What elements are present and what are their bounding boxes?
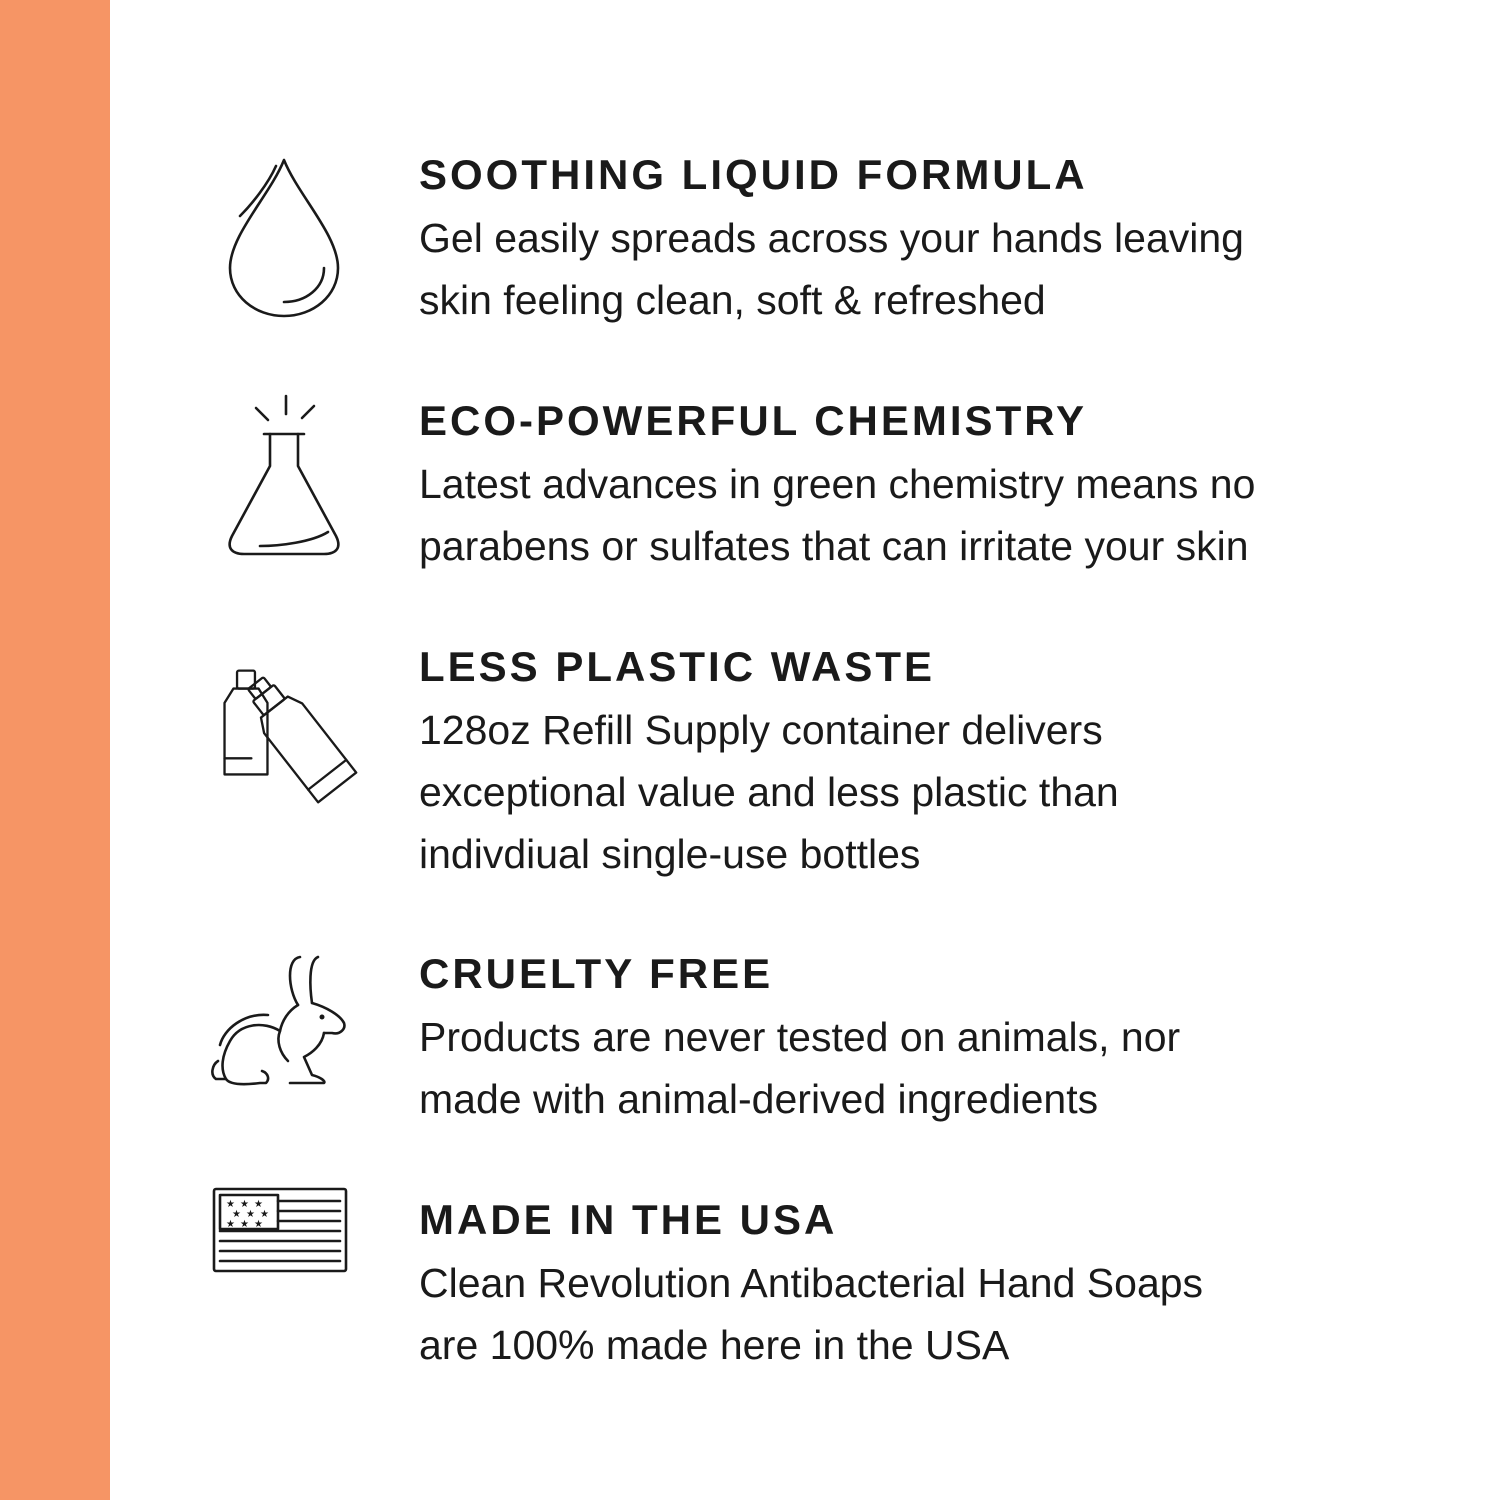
svg-text:★: ★ [254,1219,263,1230]
svg-text:★: ★ [260,1209,269,1220]
svg-text:★: ★ [226,1199,235,1210]
feature-title: CRUELTY FREE [419,950,774,997]
bottles-icon [200,642,360,812]
feature-title: SOOTHING LIQUID FORMULA [419,151,1088,198]
feature-title: MADE IN THE USA [419,1196,838,1243]
svg-text:★: ★ [240,1199,249,1210]
rabbit-icon [200,949,360,1119]
feature-title: LESS PLASTIC WASTE [419,643,936,690]
svg-text:★: ★ [254,1199,263,1210]
feature-description: Latest advances in green chemistry means no parabens or sulfates that can irritate your skin [419,461,1256,569]
svg-text:★: ★ [226,1219,235,1230]
feature-title: ECO-POWERFUL CHEMISTRY [419,397,1088,444]
droplet-icon [200,150,360,320]
feature-description: 128oz Refill Supply container delivers exceptional value and less plastic than indivdiual single-use bottles [419,707,1119,877]
svg-text:★: ★ [232,1209,241,1220]
feature-description: Clean Revolution Antibacterial Hand Soaps are 100% made here in the USA [419,1260,1204,1368]
feature-description: Gel easily spreads across your hands leaving skin feeling clean, soft & refreshed [419,215,1244,323]
svg-text:★: ★ [246,1209,255,1220]
feature-description: Products are never tested on animals, nor made with animal-derived ingredients [419,1014,1181,1122]
svg-text:★: ★ [240,1219,249,1230]
flask-icon [200,396,360,566]
accent-sidebar [0,0,110,1500]
usa-flag-icon [200,1195,360,1365]
